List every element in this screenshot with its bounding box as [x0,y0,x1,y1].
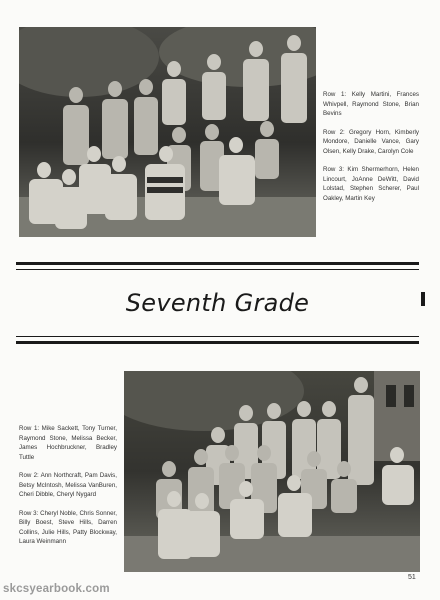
top-caption-row-1: Row 1: Kelly Martini, Frances Whivpell, Raymond Stone, Brian Bevins [323,91,419,117]
page-edge-mark [421,292,425,306]
watermark: skcsyearbook.com [3,583,110,595]
class-photo-top-image [19,27,316,237]
page-number: 51 [408,574,416,581]
class-photo-top [19,27,316,237]
class-photo-bottom-image [124,371,420,572]
section-title-banner [16,262,419,344]
class-photo-bottom [124,371,420,572]
section-title: Seventh Grade [125,289,310,317]
bottom-caption-row-1: Row 1: Mike Sackett, Tony Turner, Raymond Stone, Melissa Becker, James Hochbruckner, Bradley Tuttle [19,425,117,461]
top-caption-row-2: Row 2: Gregory Horn, Kimberly Mondore, Danielle Vance, Gary Olsen, Kelly Drake, Carolyn Cole [323,128,419,155]
top-photo-caption [323,90,419,212]
top-caption-row-3: Row 3: Kim Shermerhorn, Helen Lincourt, JoAnne DeWitt, David Lolstad, Stephen Scherer, Paul Oakley, Martin Key [323,166,419,202]
bottom-caption-row-3: Row 3: Cheryl Noble, Chris Sonner, Billy Boest, Steve Hills, Darren Collins, Julie Hills, Patty Blockway, Laura Weinmann [19,509,117,545]
bottom-photo-caption [19,424,117,556]
bottom-caption-row-2: Row 2: Ann Northcraft, Pam Davis, Betsy McIntosh, Melissa VanBuren, Cheri Dibble, Cheryl Nygard [19,472,117,498]
